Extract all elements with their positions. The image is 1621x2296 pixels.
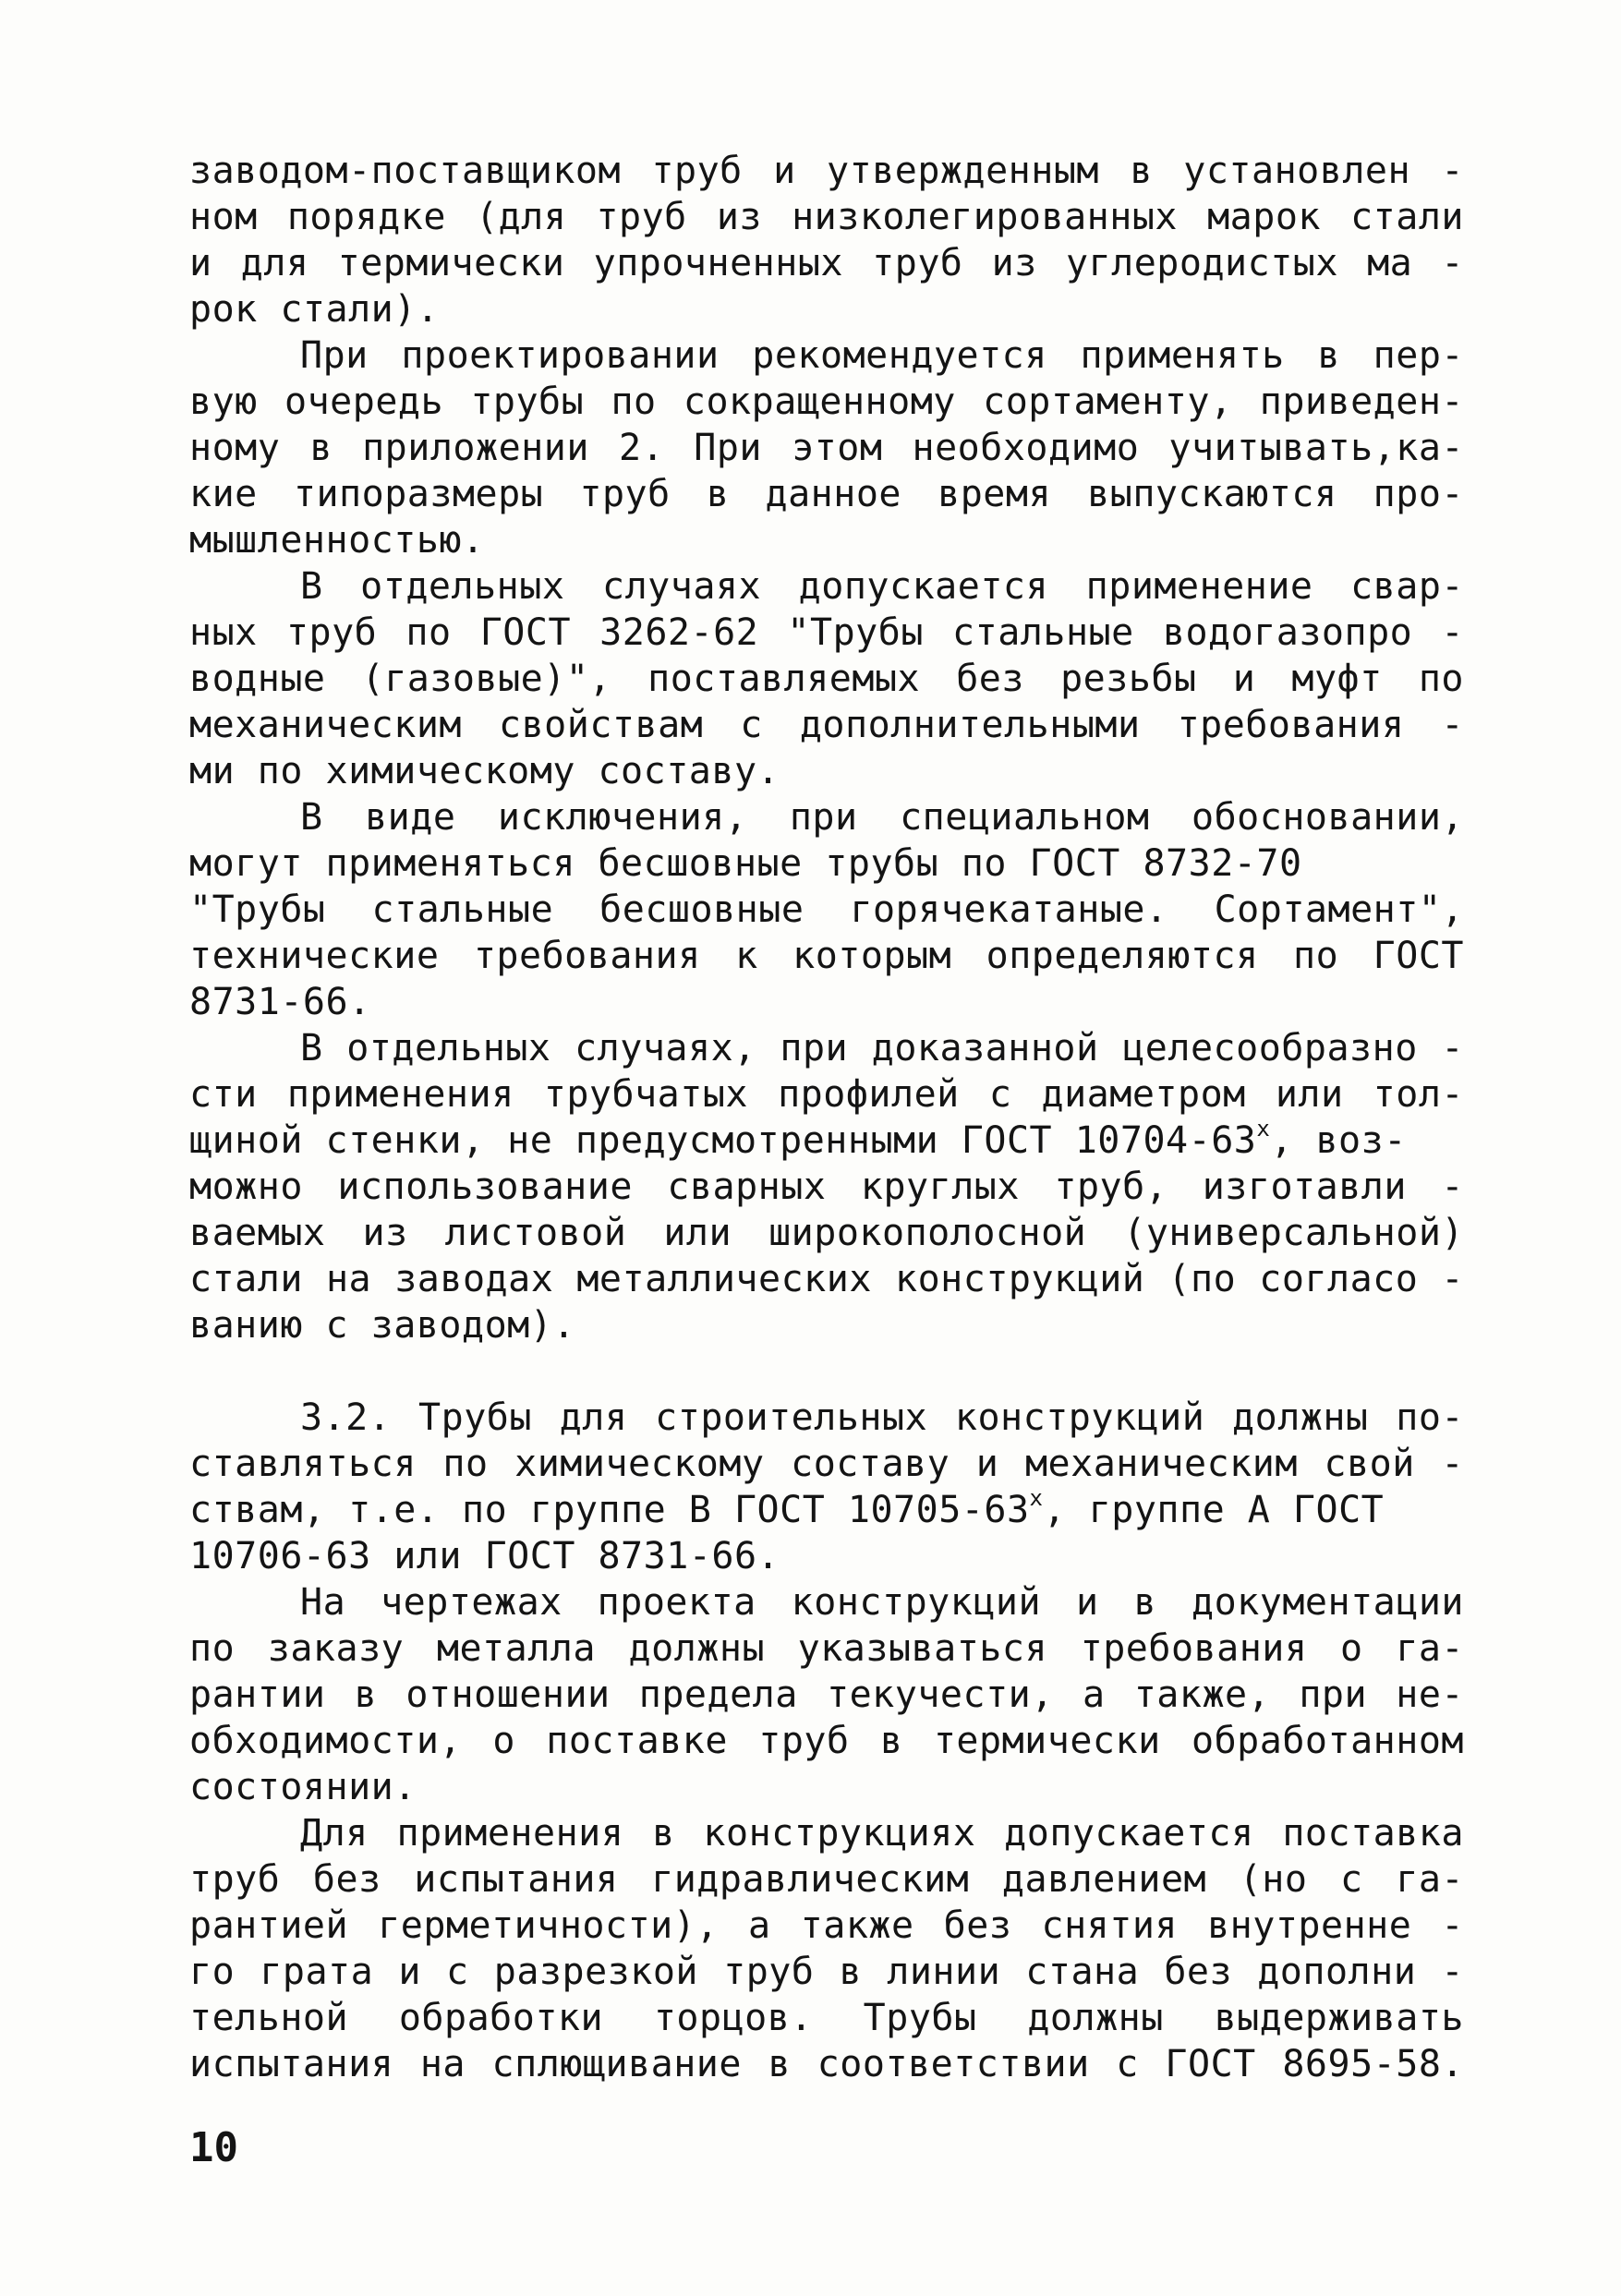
text-line: ном порядке (для труб из низколегированных марок стали	[189, 196, 1464, 238]
text-line: Для применения в конструкциях допускается поставка	[300, 1812, 1464, 1855]
text-line: ных труб по ГОСТ 3262-62 "Трубы стальные водогазопро -	[189, 611, 1464, 654]
text-line: При проектировании рекомендуется применять в пер-	[300, 334, 1464, 377]
text-line: тельной обработки торцов. Трубы должны выдерживать	[189, 1997, 1464, 2039]
text-line: рантией герметичности), а также без снятия внутренне -	[189, 1904, 1464, 1947]
document-page	[189, 148, 1464, 2087]
text-line: рантии в отношении предела текучести, а также, при не-	[189, 1674, 1464, 1716]
text-line: 3.2. Трубы для строительных конструкций должны по-	[300, 1396, 1464, 1439]
text-line: технические требования к которым определяются по ГОСТ	[189, 935, 1464, 977]
text-segment: , группе А ГОСТ	[1043, 1489, 1385, 1531]
page-number: 10	[189, 2124, 238, 2171]
section-gap	[189, 1348, 1464, 1395]
text-segment: щиной стенки, не предусмотренными ГОСТ 10704-63	[189, 1119, 1257, 1162]
text-line: обходимости, о поставке труб в термически обработанном	[189, 1720, 1464, 1762]
paragraph-1	[189, 148, 1464, 332]
text-line: мышленностью.	[189, 519, 485, 562]
paragraph-6	[189, 1395, 1464, 1579]
text-line: заводом-поставщиком труб и утвержденным в установлен -	[189, 150, 1464, 192]
paragraph-3	[189, 563, 1464, 794]
paragraph-4	[189, 794, 1464, 1025]
text-line: состоянии.	[189, 1766, 417, 1808]
paragraph-5	[189, 1025, 1464, 1348]
superscript-mark: x	[1029, 1485, 1044, 1511]
text-line-with-superscript	[189, 1118, 1464, 1164]
text-line: кие типоразмеры труб в данное время выпускаются про-	[189, 473, 1464, 515]
text-line: ставляться по химическому составу и механическим свой -	[189, 1443, 1464, 1485]
text-line: На чертежах проекта конструкций и в документации	[300, 1581, 1464, 1624]
paragraph-8	[189, 1810, 1464, 2087]
paragraph-2	[189, 332, 1464, 563]
text-line: механическим свойствам с дополнительными требования -	[189, 704, 1464, 746]
text-line: труб без испытания гидравлическим давлением (но с га-	[189, 1858, 1464, 1901]
text-segment: , воз-	[1270, 1119, 1407, 1162]
text-line: ваемых из листовой или широкополосной (универсальной)	[189, 1212, 1464, 1254]
text-line: 8731-66.	[189, 981, 371, 1023]
text-line: водные (газовые)", поставляемых без резьбы и муфт по	[189, 658, 1464, 700]
text-line: "Трубы стальные бесшовные горячекатаные. Сортамент",	[189, 888, 1464, 931]
text-line: ми по химическому составу.	[189, 750, 780, 792]
text-line-with-superscript	[189, 1487, 1464, 1533]
text-line: ному в приложении 2. При этом необходимо учитывать,ка-	[189, 427, 1464, 469]
superscript-mark: x	[1256, 1116, 1271, 1142]
text-line: могут применяться бесшовные трубы по ГОСТ 8732-70	[189, 842, 1302, 885]
text-line: 10706-63 или ГОСТ 8731-66.	[189, 1535, 780, 1577]
paragraph-7	[189, 1579, 1464, 1810]
text-line: по заказу металла должны указываться требования о га-	[189, 1627, 1464, 1670]
text-line: го грата и с разрезкой труб в линии стана без дополни -	[189, 1951, 1464, 1993]
text-segment: ствам, т.е. по группе В ГОСТ 10705-63	[189, 1489, 1030, 1531]
text-line: рок стали).	[189, 288, 440, 331]
text-line: можно использование сварных круглых труб, изготавли -	[189, 1166, 1464, 1208]
text-line: стали на заводах металлических конструкций (по согласо -	[189, 1258, 1464, 1300]
text-line: В виде исключения, при специальном обосновании,	[300, 796, 1464, 839]
text-line: и для термически упрочненных труб из углеродистых ма -	[189, 242, 1464, 284]
text-line: сти применения трубчатых профилей с диаметром или тол-	[189, 1073, 1464, 1116]
text-line: испытания на сплющивание в соответствии с ГОСТ 8695-58.	[189, 2043, 1464, 2085]
text-line: ванию с заводом).	[189, 1304, 575, 1347]
text-line: вую очередь трубы по сокращенному сортаменту, приведен-	[189, 381, 1464, 423]
text-line: В отдельных случаях допускается применение свар-	[300, 565, 1464, 608]
text-line: В отдельных случаях, при доказанной целесообразно -	[300, 1027, 1464, 1069]
